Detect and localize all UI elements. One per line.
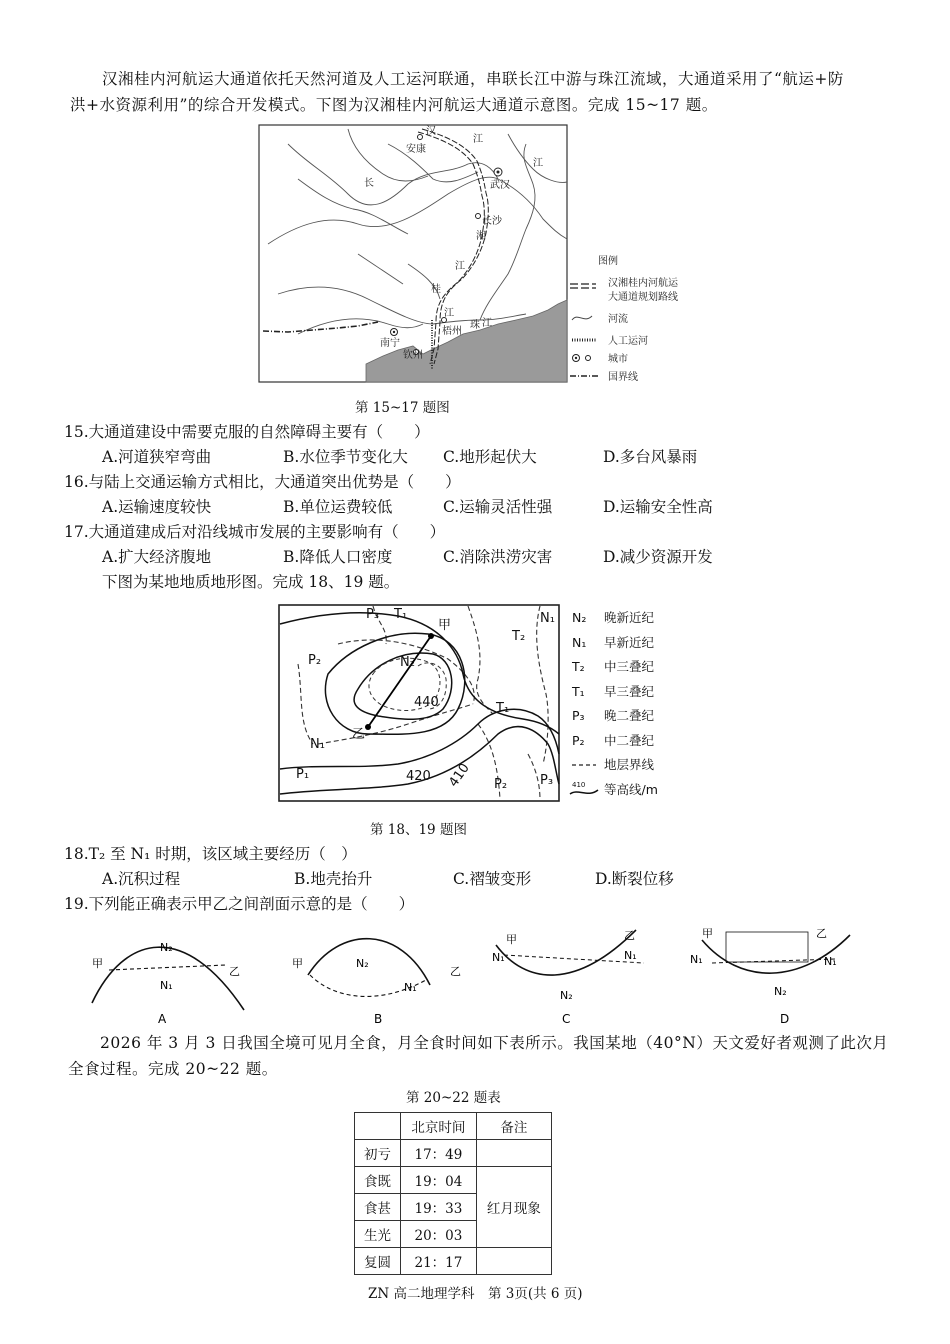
header-beijing-time: 北京时间 xyxy=(401,1113,477,1140)
label-p3-bottom-right: P₃ xyxy=(540,773,554,788)
legend-code-contour: 410 xyxy=(572,781,586,789)
waterway-map xyxy=(258,124,720,384)
q16-option-c[interactable]: C.运输灵活性强 xyxy=(443,498,553,516)
profile-a-upper: N₂ xyxy=(160,941,173,954)
label-p3-top: P₃ xyxy=(366,607,380,622)
label-nanning: 南宁 xyxy=(380,338,400,349)
profile-c-jia: 甲 xyxy=(506,933,517,946)
table-row xyxy=(355,1167,552,1194)
q17-option-c[interactable]: C.消除洪涝灾害 xyxy=(443,548,553,566)
intro3-line-1: 2026 年 3 月 3 日我国全境可见月全食，月全食时间如下表所示。我国某地（40°N）天文爱好者观测了此次月 xyxy=(100,1034,889,1052)
table-row xyxy=(355,1248,552,1275)
legend-route-2: 大通道规划路线 xyxy=(608,292,678,303)
time-cell: 21：17 xyxy=(401,1248,477,1275)
table-caption: 第 20~22 题表 xyxy=(406,1090,501,1106)
label-gui: 桂 xyxy=(431,284,441,295)
legend-desc-n1: 早新近纪 xyxy=(604,635,655,650)
q15-option-a[interactable]: A.河道狭窄弯曲 xyxy=(102,448,212,466)
profile-b[interactable] xyxy=(290,925,470,1025)
profile-a-yi: 乙 xyxy=(229,965,240,978)
label-jiang-1: 江 xyxy=(473,134,483,145)
label-zhu: 珠 xyxy=(470,320,480,331)
legend-code-n2: N₂ xyxy=(572,610,587,625)
phase-cell: 生光 xyxy=(355,1221,401,1248)
q15-option-c[interactable]: C.地形起伏大 xyxy=(443,448,537,466)
profile-c[interactable] xyxy=(486,925,656,1025)
legend-border: 国界线 xyxy=(608,372,638,383)
label-t2: T₂ xyxy=(512,629,526,644)
profile-d-bottom: N₂ xyxy=(774,985,787,998)
label-chang: 长 xyxy=(364,178,374,189)
legend-code-p3: P₃ xyxy=(572,708,585,723)
intro-paragraph-2: 下图为某地地质地形图。完成 18、19 题。 xyxy=(102,573,400,591)
time-cell: 20：03 xyxy=(401,1221,477,1248)
time-cell: 19：33 xyxy=(401,1194,477,1221)
label-jiang-4: 江 xyxy=(444,308,454,319)
intro-paragraph-3 xyxy=(68,1030,898,1082)
label-yi: 乙 xyxy=(352,727,366,742)
label-wuzhou: 梧州 xyxy=(442,326,462,337)
label-jiang-2: 江 xyxy=(533,158,543,169)
q17-option-d[interactable]: D.减少资源开发 xyxy=(603,548,713,566)
profile-c-bottom: N₂ xyxy=(560,989,573,1002)
q18-option-b[interactable]: B.地壳抬升 xyxy=(294,870,373,888)
legend-desc-t1: 早三叠纪 xyxy=(604,684,655,699)
label-n1-left: N₁ xyxy=(310,737,325,752)
label-n2: N₂ xyxy=(400,655,415,670)
q16-option-d[interactable]: D.运输安全性高 xyxy=(603,498,713,516)
legend-code-t2: T₂ xyxy=(572,659,585,674)
phase-cell: 食甚 xyxy=(355,1194,401,1221)
note-cell: 红月现象 xyxy=(476,1167,551,1248)
q15-option-b[interactable]: B.水位季节变化大 xyxy=(283,448,408,466)
label-ankang: 安康 xyxy=(406,144,426,155)
geology-map xyxy=(278,604,668,804)
profile-b-yi: 乙 xyxy=(450,965,461,978)
legend-title: 图例 xyxy=(598,256,618,267)
profile-b-jia: 甲 xyxy=(292,957,303,970)
table-row xyxy=(355,1140,552,1167)
intro-paragraph-1 xyxy=(70,66,900,118)
map-legend xyxy=(570,254,679,383)
legend-desc-p2: 中二叠纪 xyxy=(604,733,655,748)
question-17-stem: 17.大通道建成后对沿线城市发展的主要影响有（ ） xyxy=(64,523,446,541)
label-p2-bottom: P₂ xyxy=(494,777,508,792)
header-empty xyxy=(355,1113,401,1140)
map1-caption: 第 15~17 题图 xyxy=(355,400,450,416)
profile-d-left: N₁ xyxy=(690,953,703,966)
phase-cell: 初亏 xyxy=(355,1140,401,1167)
profile-a-jia: 甲 xyxy=(92,957,103,970)
profile-d-letter: D xyxy=(780,1012,790,1025)
label-contour-420: 420 xyxy=(406,769,431,784)
label-contour-440: 440 xyxy=(414,695,439,710)
profile-b-lower: N₁ xyxy=(404,981,417,994)
label-p1: P₁ xyxy=(296,767,310,782)
label-wuhan: 武汉 xyxy=(490,180,510,191)
profile-d-jia: 甲 xyxy=(702,927,713,940)
label-t1-top: T₁ xyxy=(394,607,408,622)
eclipse-table xyxy=(354,1112,552,1275)
legend-desc-n2: 晚新近纪 xyxy=(604,610,655,625)
time-cell: 17：49 xyxy=(401,1140,477,1167)
legend-city: 城市 xyxy=(608,354,628,365)
profile-c-letter: C xyxy=(562,1012,571,1025)
question-19-stem: 19.下列能正确表示甲乙之间剖面示意的是（ ） xyxy=(64,895,415,913)
profile-d[interactable] xyxy=(690,925,870,1025)
intro3-line-2: 全食过程。完成 20~22 题。 xyxy=(68,1060,278,1078)
phase-cell: 复圆 xyxy=(355,1248,401,1275)
question-16-stem: 16.与陆上交通运输方式相比，大通道突出优势是（ ） xyxy=(64,473,461,491)
page-footer: ZN 高二地理学科 第 3页(共 6 页) xyxy=(368,1286,583,1302)
note-cell-empty xyxy=(476,1248,551,1275)
q17-option-a[interactable]: A.扩大经济腹地 xyxy=(102,548,212,566)
phase-cell: 食既 xyxy=(355,1167,401,1194)
label-xiang: 湘 xyxy=(476,231,486,242)
time-cell: 19：04 xyxy=(401,1167,477,1194)
profile-a-letter: A xyxy=(158,1012,167,1025)
label-qinzhou: 钦州 xyxy=(403,350,423,361)
geomap-caption: 第 18、19 题图 xyxy=(370,822,467,838)
intro-line-2: 洪+水资源利用”的综合开发模式。下图为汉湘桂内河航运大通道示意图。完成 15~17 题。 xyxy=(70,96,718,114)
question-15-stem: 15.大通道建设中需要克服的自然障碍主要有（ ） xyxy=(64,423,430,441)
label-han: 汉 xyxy=(426,126,436,137)
legend-desc-p3: 晚二叠纪 xyxy=(604,708,655,723)
profile-d-right: N₁ xyxy=(824,955,837,968)
legend-canal: 人工运河 xyxy=(608,336,648,347)
geology-legend xyxy=(570,610,658,797)
q18-option-c[interactable]: C.褶皱变形 xyxy=(453,870,532,888)
profile-c-yi: 乙 xyxy=(624,929,635,942)
legend-code-t1: T₁ xyxy=(572,684,585,699)
label-contour-410: 410 xyxy=(446,760,473,790)
header-note: 备注 xyxy=(476,1113,551,1140)
label-changsha: 长沙 xyxy=(482,216,502,227)
label-jia: 甲 xyxy=(438,618,452,633)
note-cell-empty xyxy=(476,1140,551,1167)
profile-d-yi: 乙 xyxy=(816,927,827,940)
question-18-stem: 18.T₂ 至 N₁ 时期，该区域主要经历（ ） xyxy=(64,845,357,863)
profile-a[interactable] xyxy=(84,925,264,1025)
profile-c-left: N₁ xyxy=(492,951,505,964)
intro-line-1: 汉湘桂内河航运大通道依托天然河道及人工运河联通，串联长江中游与珠江流域，大通道采用了“航运+防 xyxy=(102,70,844,88)
legend-code-p2: P₂ xyxy=(572,733,585,748)
q17-option-b[interactable]: B.降低人口密度 xyxy=(283,548,393,566)
q16-option-b[interactable]: B.单位运费较低 xyxy=(283,498,393,516)
legend-code-n1: N₁ xyxy=(572,635,587,650)
q18-option-a[interactable]: A.沉积过程 xyxy=(102,870,181,888)
profile-b-letter: B xyxy=(374,1012,383,1025)
label-n1-top-right: N₁ xyxy=(540,611,555,626)
profile-c-right: N₁ xyxy=(624,949,637,962)
label-p2-left: P₂ xyxy=(308,653,322,668)
legend-desc-boundary: 地层界线 xyxy=(604,757,655,772)
label-jiang-3: 江 xyxy=(455,261,465,272)
q16-option-a[interactable]: A.运输速度较快 xyxy=(102,498,212,516)
legend-river: 河流 xyxy=(608,314,628,325)
q18-option-d[interactable]: D.断裂位移 xyxy=(595,870,674,888)
label-jiang-5: 江 xyxy=(482,318,492,329)
legend-route-1: 汉湘桂内河航运 xyxy=(608,278,678,289)
legend-desc-t2: 中三叠纪 xyxy=(604,659,655,674)
q15-option-d[interactable]: D.多台风暴雨 xyxy=(603,448,698,466)
profile-b-upper: N₂ xyxy=(356,957,369,970)
legend-desc-contour: 等高线/m xyxy=(604,782,658,797)
label-t1-mid: T₁ xyxy=(496,701,510,716)
table-header-row xyxy=(355,1113,552,1140)
profile-a-lower: N₁ xyxy=(160,979,173,992)
